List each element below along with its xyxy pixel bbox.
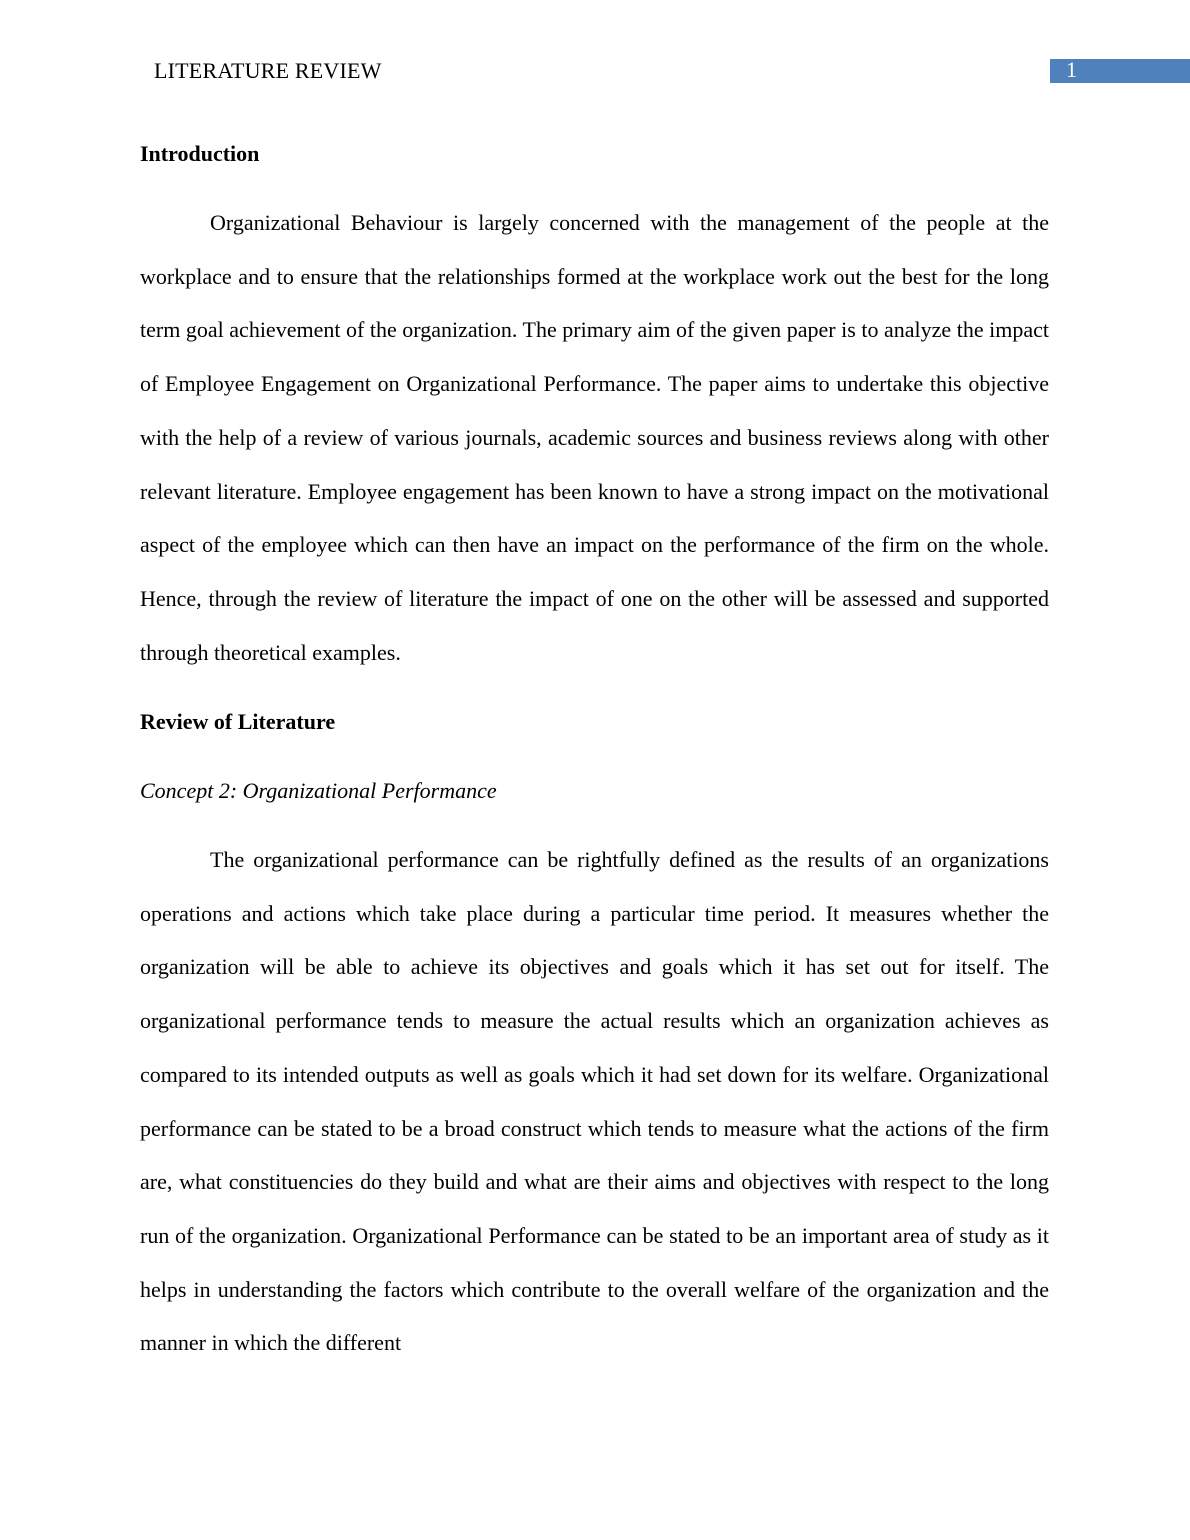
page-number: 1	[1066, 57, 1077, 82]
concept-subheading: Concept 2: Organizational Performance	[140, 778, 497, 803]
page-number-badge	[1050, 59, 1190, 83]
concept-paragraph: The organizational performance can be rightfully defined as the results of an organizations operations and actions which take place during a particular time period. It measures whether the organization will be able to achieve its objectives and goals which it has set out for itself. The organizational performance tends to measure the actual results which an organization achieves as compared to its intended outputs as well as goals which it had set down for its welfare. Organizational performance can be stated to be a broad construct which tends to measure what the actions of the firm are, what constituencies do they build and what are their aims and objectives with respect to the long run of the organization. Organizational Performance can be stated to be an important area of study as it helps in understanding the factors which contribute to the overall welfare of the organization and the manner in which the different	[140, 847, 1049, 1356]
review-of-literature-heading: Review of Literature	[140, 709, 336, 734]
running-head: LITERATURE REVIEW	[154, 58, 382, 83]
introduction-paragraph: Organizational Behaviour is largely concerned with the management of the people at the workplace and to ensure that the relationships formed at the workplace work out the best for the long term goal achievement of the organization. The primary aim of the given paper is to analyze the impact of Employee Engagement on Organizational Performance. The paper aims to undertake this objective with the help of a review of various journals, academic sources and business reviews along with other relevant literature. Employee engagement has been known to have a strong impact on the motivational aspect of the employee which can then have an impact on the performance of the firm on the whole. Hence, through the review of literature the impact of one on the other will be assessed and supported through theoretical examples.	[140, 210, 1049, 665]
introduction-heading: Introduction	[140, 141, 260, 166]
